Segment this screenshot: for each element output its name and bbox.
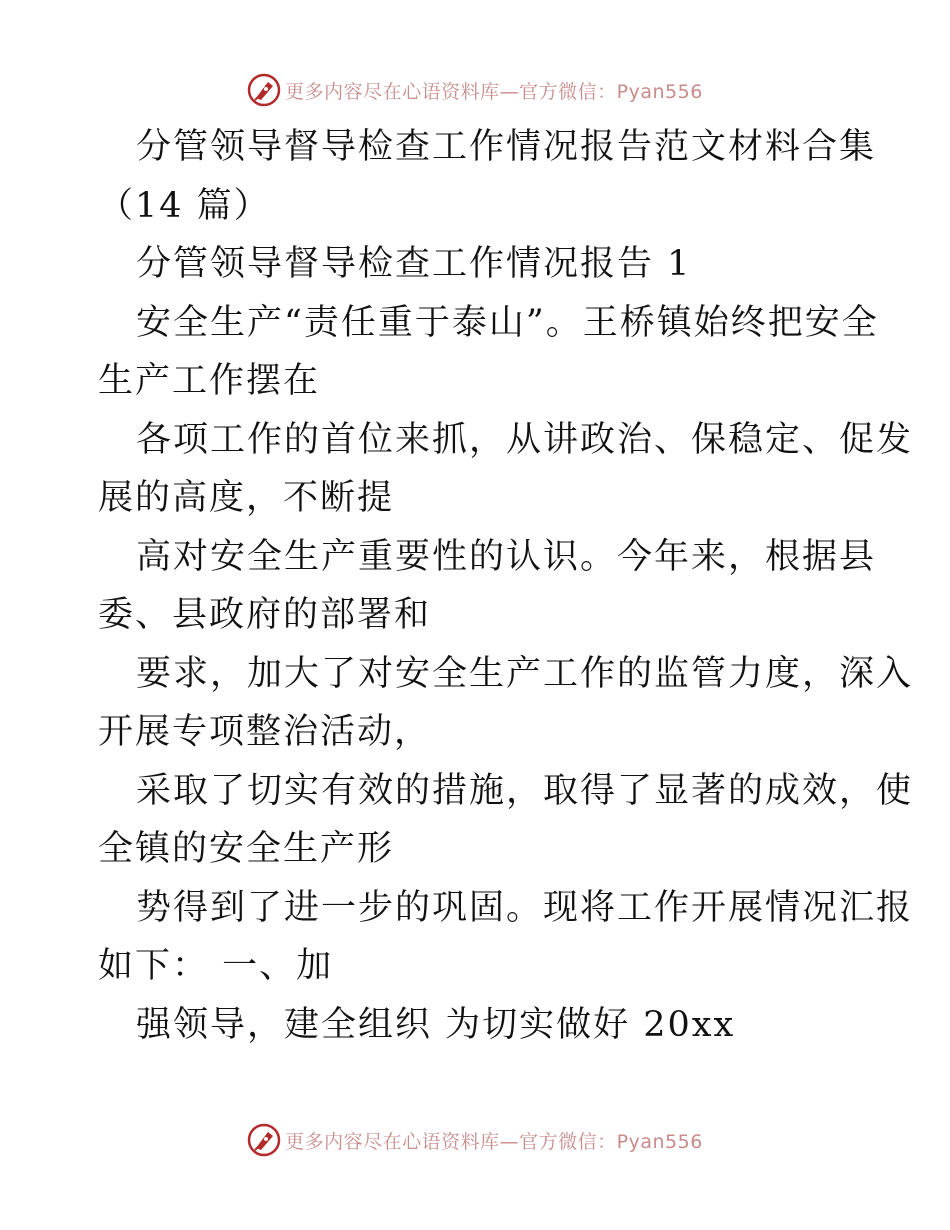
document-body: [98, 118, 914, 1054]
footer-banner: [0, 1120, 950, 1160]
paragraph-line: 安全生产“责任重于泰山”。王桥镇始终把安全: [136, 302, 879, 343]
pen-nib-logo-icon: [247, 73, 281, 107]
document-title-line: 分管领导督导检查工作情况报告范文材料合集: [136, 127, 877, 167]
section-heading: 分管领导督导检查工作情况报告 1: [136, 244, 692, 284]
header-banner-text: 更多内容尽在心语资料库—官方微信：Pyan556: [285, 80, 703, 103]
pen-nib-logo-icon: [247, 1123, 281, 1157]
document-title-line: （14 篇）: [98, 185, 271, 226]
footer-banner-text: 更多内容尽在心语资料库—官方微信：Pyan556: [285, 1130, 703, 1153]
paragraph-line: 如下： 一、加: [98, 946, 334, 986]
paragraph-line: 采取了切实有效的措施，取得了显著的成效，使: [136, 770, 914, 811]
paragraph-line: 要求，加大了对安全生产工作的监管力度，深入: [136, 653, 914, 694]
paragraph-line: 生产工作摆在: [98, 361, 321, 401]
paragraph-line: 开展专项整治活动，: [98, 712, 432, 752]
paragraph-line: 委、县政府的部署和: [98, 595, 432, 635]
paragraph-line: 势得到了进一步的巩固。现将工作开展情况汇报: [136, 887, 914, 928]
header-banner: [0, 70, 950, 110]
paragraph-line: 强领导，建全组织 为切实做好 20xx: [136, 1004, 736, 1045]
paragraph-line: 全镇的安全生产形: [98, 829, 395, 869]
paragraph-line: 展的高度，不断提: [98, 478, 395, 518]
paragraph-line: 高对安全生产重要性的认识。今年来，根据县: [136, 536, 877, 577]
paragraph-line: 各项工作的首位来抓，从讲政治、保稳定、促发: [136, 419, 914, 460]
